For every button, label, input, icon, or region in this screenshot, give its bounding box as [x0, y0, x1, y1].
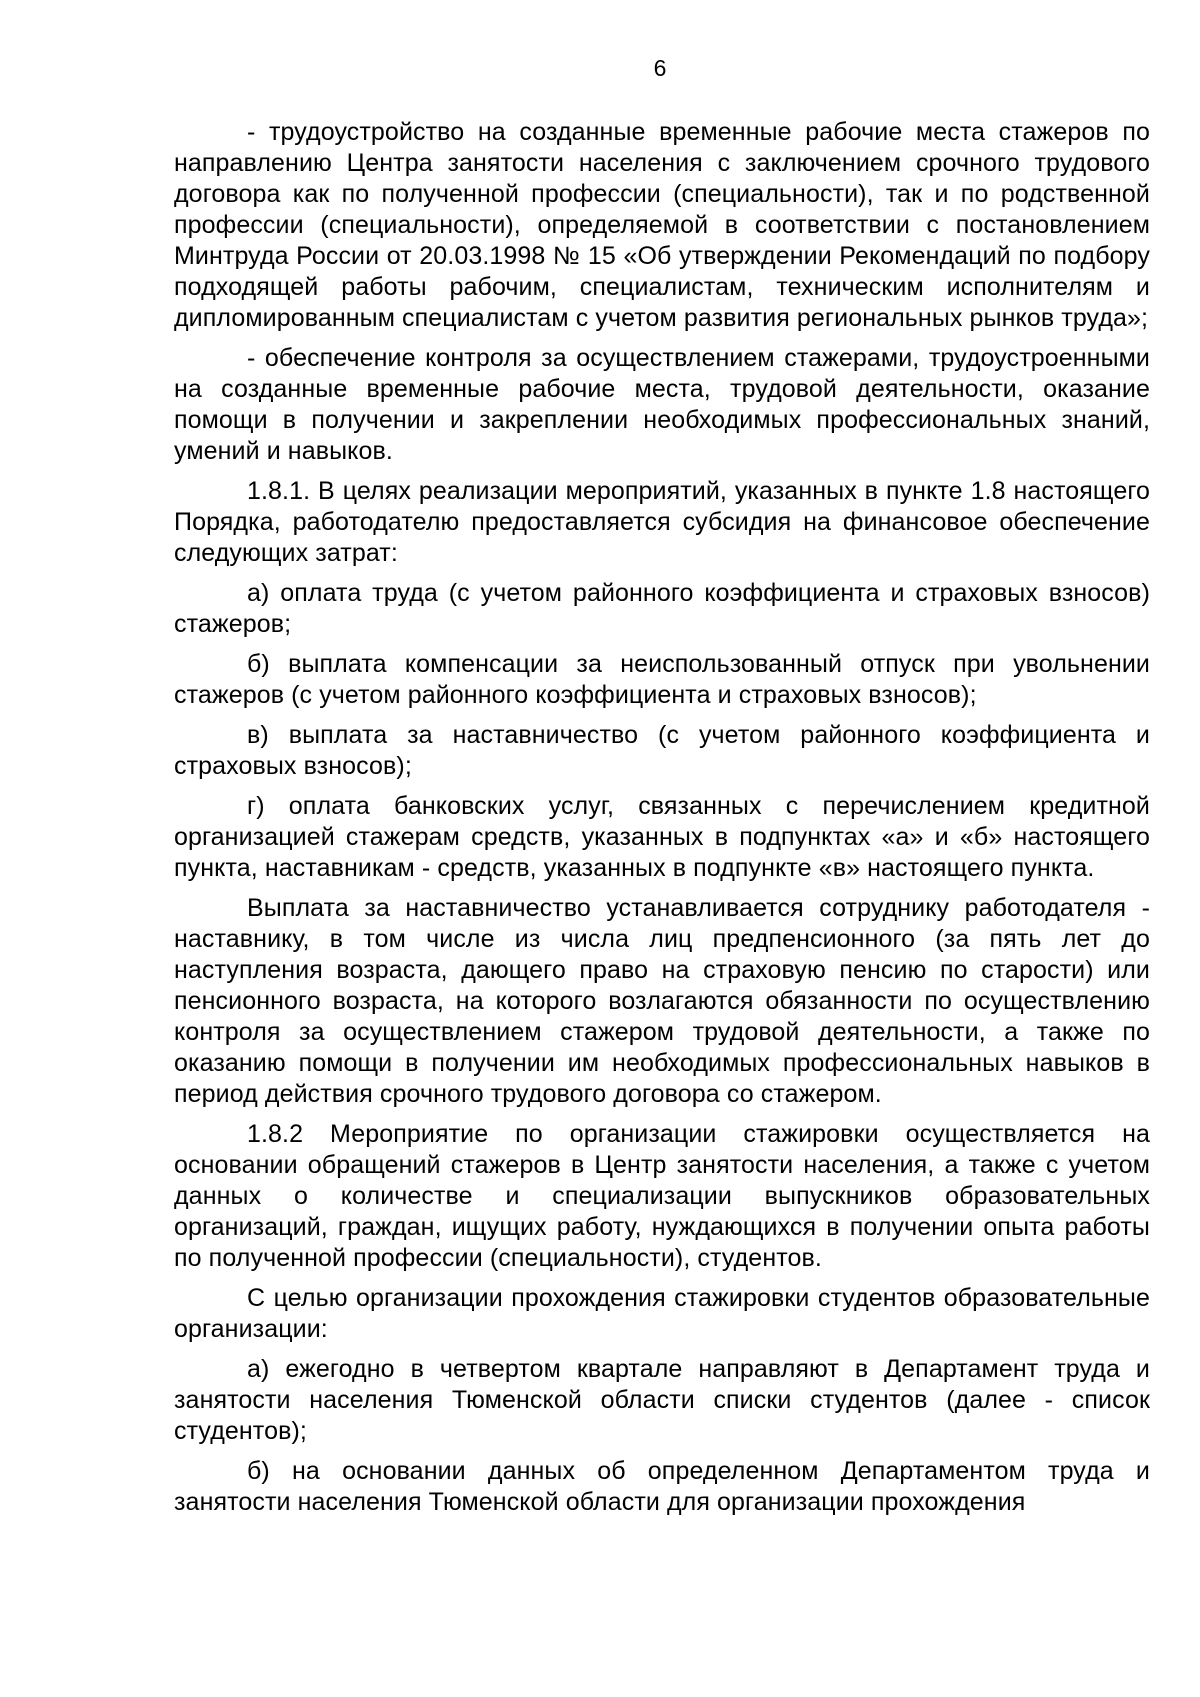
- paragraph-1-8-1: 1.8.1. В целях реализации мероприятий, указанных в пункте 1.8 настоящего Порядка, работодателю предоставляется субсидия на финансовое обеспечение следующих затрат:: [174, 477, 1150, 567]
- paragraph-employment: - трудоустройство на созданные временные рабочие места стажеров по направлению Центра занятости населения с заключением срочного трудового договора как по полученной профессии (специальности), так и по родственной профессии (специальности), определяемой в соответствии с постановлением Минтруда России от 20.03.1998 № 15 «Об утверждении Рекомендаций по подбору подходящей работы рабочим, специалистам, техническим исполнителям и дипломированным специалистам с учетом развития региональных рынков труда»;: [174, 118, 1150, 332]
- paragraph-item-v: в) выплата за наставничество (с учетом районного коэффициента и страховых взносов);: [174, 721, 1150, 780]
- paragraph-students-a: а) ежегодно в четвертом квартале направляют в Департамент труда и занятости населения Тюменской области списки студентов (далее - список студентов);: [174, 1355, 1150, 1445]
- paragraph-mentorship: Выплата за наставничество устанавливается сотруднику работодателя - наставнику, в том числе из числа лиц предпенсионного (за пять лет до наступления возраста, дающего право на страховую пенсию по старости) или пенсионного возраста, на которого возлагаются обязанности по осуществлению контроля за осуществлением стажером трудовой деятельности, а также по оказанию помощи в получении им необходимых профессиональных навыков в период действия срочного трудового договора со стажером.: [174, 894, 1150, 1108]
- paragraph-item-a: а) оплата труда (с учетом районного коэффициента и страховых взносов) стажеров;: [174, 579, 1150, 638]
- paragraph-1-8-2: 1.8.2 Мероприятие по организации стажировки осуществляется на основании обращений стажеров в Центр занятости населения, а также с учетом данных о количестве и специализации выпускников образовательных организаций, граждан, ищущих работу, нуждающихся в получении опыта работы по полученной профессии (специальности), студентов.: [174, 1120, 1150, 1272]
- paragraph-students-b: б) на основании данных об определенном Департаментом труда и занятости населения Тюменской области для организации прохождения: [174, 1457, 1150, 1516]
- page-number: 6: [653, 55, 667, 81]
- paragraph-control: - обеспечение контроля за осуществлением стажерами, трудоустроенными на созданные временные рабочие места, трудовой деятельности, оказание помощи в получении и закреплении необходимых профессиональных знаний, умений и навыков.: [174, 344, 1150, 465]
- paragraph-item-g: г) оплата банковских услуг, связанных с перечислением кредитной организацией стажерам средств, указанных в подпунктах «а» и «б» настоящего пункта, наставникам - средств, указанных в подпункте «в» настоящего пункта.: [174, 792, 1150, 882]
- paragraph-students-intro: С целью организации прохождения стажировки студентов образовательные организации:: [174, 1284, 1150, 1343]
- paragraph-item-b: б) выплата компенсации за неиспользованный отпуск при увольнении стажеров (с учетом районного коэффициента и страховых взносов);: [174, 650, 1150, 709]
- document-body: [174, 117, 1150, 1527]
